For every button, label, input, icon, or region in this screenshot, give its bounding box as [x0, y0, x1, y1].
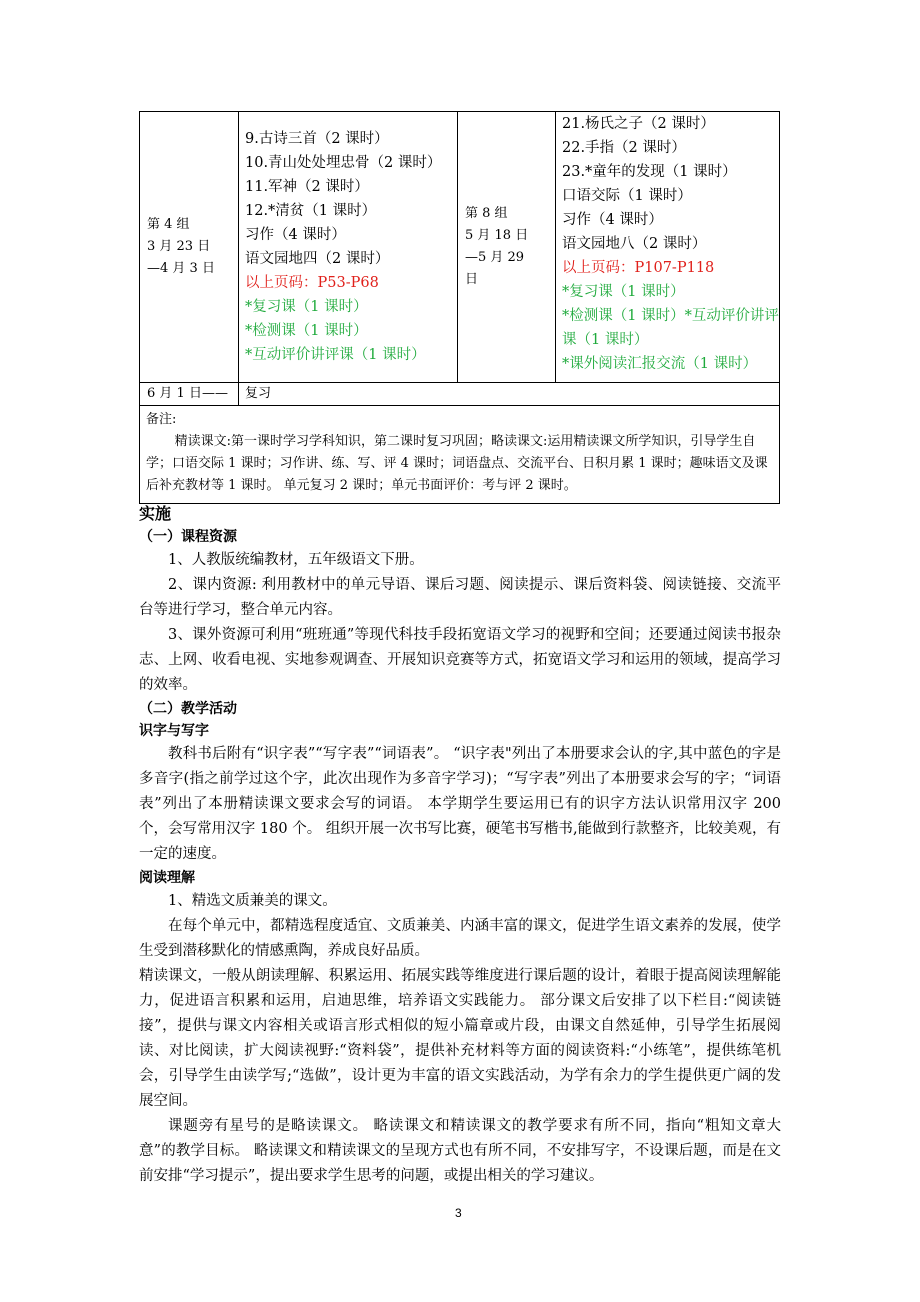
section-title: 实施: [139, 504, 172, 523]
lesson-item: 22.手指（2 课时）: [562, 140, 686, 156]
reading-paragraph: 精读课文，一般从朗读理解、积累运用、拓展实践等维度进行课后题的设计，着眼于提高阅读理解能力，促进语言积累和运用，启迪思维，培养语文实践能力。 部分课文后安排了以下栏目:“阅读链接”，提供与课文内容相关或语言形式相似的短小篇章或片段，由课文自然延伸，引导学生拓展阅读、对比阅读，扩大阅读视野:“资料袋”，提供补充材料等方面的阅读资料:“小练笔”，提供练笔机会，引导学生由读学写;“选做”，设计更为丰富的语文实践活动，为学有余力的学生提供更广阔的发展空间。: [139, 968, 781, 1109]
group-4-lessons: [239, 112, 458, 383]
table-row: [140, 406, 780, 504]
table-row: [140, 112, 780, 383]
lesson-item: 21.杨氏之子（2 课时）: [562, 116, 715, 132]
reading-paragraph: 在每个单元中，都精选程度适宜、文质兼美、内涵丰富的课文，促进学生语文素养的发展，使学生受到潜移默化的情感熏陶，养成良好品质。: [139, 918, 781, 959]
schedule-table: [139, 111, 780, 504]
literacy-text: 教科书后附有“识字表”“写字表”“词语表”。 “识字表"列出了本册要求会认的字,其中蓝色的字是多音字(指之前学过这个字，此次出现作为多音字学习)；“写字表”列出了本册要求会写的字；“词语表”列出了本册精读课文要求会写的词语。 本学期学生要运用已有的识字方法认识常用汉字 200 个，会写常用汉字 180 个。 组织开展一次书写比赛，硬笔书写楷书,能做到行款整齐，比较美观，有一定的速度。: [139, 746, 781, 862]
lesson-item: 12.*清贫（1 课时）: [245, 203, 377, 219]
extra-lesson: *检测课（1 课时）: [245, 323, 368, 339]
lesson-item: 11.军神（2 课时）: [245, 179, 369, 195]
review-date: 6 月 1 日——: [140, 383, 239, 406]
group-dates: 5 月 18 日: [465, 228, 529, 243]
group-4-cell: [140, 112, 239, 383]
page-number: 3: [455, 1206, 462, 1220]
notes-text: 精读课文:第一课时学习学科知识，第二课时复习巩固；略读课文:运用精读课文所学知识，引导学生自学；口语交际 1 课时；习作讲、练、写、评 4 课时；词语盘点、交流平台、日积月累 1 课时；趣味语文及课后补充教材等 1 课时。 单元复习 2 课时；单元书面评价：考与评 2 课时。: [146, 434, 768, 493]
group-8-lessons: [556, 112, 780, 383]
group-dates: —5 月 29: [465, 250, 525, 265]
notes-title: 备注:: [146, 412, 177, 427]
table-row: [140, 383, 780, 406]
group-dates: —4 月 3 日: [147, 261, 215, 276]
lesson-item: 习作（4 课时）: [562, 212, 663, 228]
lesson-item: 9.古诗三首（2 课时）: [245, 131, 389, 147]
group-dates: 3 月 23 日: [147, 239, 211, 254]
extra-lesson: *检测课（1 课时）*互动评价讲评课（1 课时）: [562, 308, 779, 348]
lesson-item: 习作（4 课时）: [245, 227, 346, 243]
group-label: 第 4 组: [147, 217, 190, 232]
resource-item: 3、课外资源可利用“班班通”等现代科技手段拓宽语文学习的视野和空间；还要通过阅读书报杂志、上网、收看电视、实地参观调查、开展知识竞赛等方式，拓宽语文学习和运用的领域，提高学习的效率。: [139, 627, 781, 693]
reading-paragraph: 课题旁有星号的是略读课文。 略读课文和精读课文的教学要求有所不同，指向“粗知文章大意”的教学目标。 略读课文和精读课文的呈现方式也有所不同，不安排写字，不设课后题，而是在文前安排“学习提示”，提出要求学生思考的问题，或提出相关的学习建议。: [139, 1118, 781, 1184]
activities-heading: （二）教学活动: [139, 701, 237, 717]
reading-heading: 阅读理解: [139, 870, 195, 886]
resources-heading: （一）课程资源: [139, 529, 237, 545]
page-range: 以上页码：P107-P118: [562, 260, 715, 276]
extra-lesson: *互动评价讲评课（1 课时）: [245, 347, 426, 363]
extra-lesson: *复习课（1 课时）: [562, 284, 685, 300]
extra-lesson: *课外阅读汇报交流（1 课时）: [562, 356, 758, 372]
resource-item: 1、人教版统编教材，五年级语文下册。: [168, 552, 424, 568]
lesson-item: 10.青山处处埋忠骨（2 课时）: [245, 155, 442, 171]
lesson-item: 23.*童年的发现（1 课时）: [562, 164, 737, 180]
extra-lesson: *复习课（1 课时）: [245, 299, 368, 315]
group-dates: 日: [465, 272, 479, 287]
review-label: 复习: [239, 383, 780, 406]
lesson-item: 语文园地四（2 课时）: [245, 251, 390, 267]
literacy-heading: 识字与写字: [139, 723, 209, 739]
page-range: 以上页码：P53-P68: [245, 275, 379, 291]
group-8-cell: [458, 112, 556, 383]
notes-cell: [140, 406, 780, 504]
group-label: 第 8 组: [465, 206, 508, 221]
lesson-item: 语文园地八（2 课时）: [562, 236, 707, 252]
main-content: [139, 503, 781, 1189]
reading-paragraph: 1、精选文质兼美的课文。: [168, 893, 337, 909]
lesson-item: 口语交际（1 课时）: [562, 188, 692, 204]
resource-item: 2、课内资源: 利用教材中的单元导语、课后习题、阅读提示、课后资料袋、阅读链接、交流平台等进行学习，整合单元内容。: [139, 577, 781, 618]
